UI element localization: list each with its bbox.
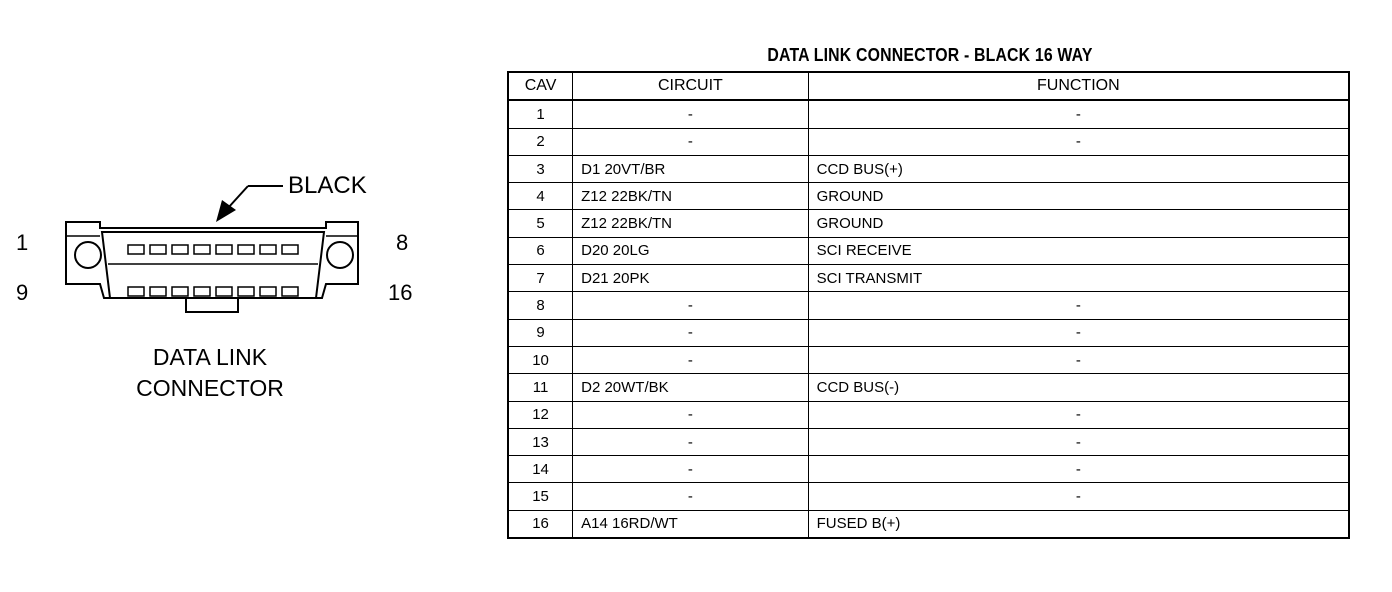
leader-line-diagonal (228, 186, 248, 208)
table-title: DATA LINK CONNECTOR - BLACK 16 WAY (767, 45, 1093, 65)
table-row (508, 292, 1349, 319)
cell-cav: 10 (508, 346, 573, 373)
cell-circuit: D1 20VT/BR (573, 155, 809, 182)
connector-color-label: BLACK (288, 172, 367, 199)
cell-function: - (808, 292, 1349, 319)
cell-cav: 16 (508, 510, 573, 538)
pin-cavity (216, 245, 232, 254)
table-row (508, 128, 1349, 155)
cell-cav: 13 (508, 428, 573, 455)
cell-circuit: Z12 22BK/TN (573, 210, 809, 237)
cell-function: - (808, 456, 1349, 483)
cell-cav: 14 (508, 456, 573, 483)
table-row (508, 483, 1349, 510)
table-row (508, 428, 1349, 455)
pin-cavity (194, 245, 210, 254)
cell-function: - (808, 346, 1349, 373)
cell-function: - (808, 428, 1349, 455)
cell-circuit: - (573, 346, 809, 373)
pin-cavity (194, 287, 210, 296)
pin-cavity (282, 287, 298, 296)
cell-circuit: - (573, 428, 809, 455)
cell-circuit: D20 20LG (573, 237, 809, 264)
pin-cavity (238, 287, 254, 296)
table-row (508, 319, 1349, 346)
table-row (508, 456, 1349, 483)
table-row (508, 374, 1349, 401)
cell-function: FUSED B(+) (808, 510, 1349, 538)
cell-cav: 7 (508, 265, 573, 292)
caption-line-1: DATA LINK (152, 344, 268, 370)
cell-cav: 2 (508, 128, 573, 155)
cell-circuit: - (573, 100, 809, 128)
cell-cav: 15 (508, 483, 573, 510)
connector-key-tab (186, 298, 238, 312)
pin-label-9: 9 (16, 280, 29, 305)
table-row (508, 155, 1349, 182)
cell-cav: 4 (508, 183, 573, 210)
header-circuit: CIRCUIT (573, 72, 809, 100)
pin-cavity (150, 245, 166, 254)
cell-circuit: - (573, 401, 809, 428)
table-row (508, 265, 1349, 292)
pin-cavity (172, 287, 188, 296)
cell-function: - (808, 100, 1349, 128)
pin-label-1: 1 (16, 230, 29, 255)
pin-cavity (128, 287, 144, 296)
cell-function: SCI TRANSMIT (808, 265, 1349, 292)
cell-circuit: - (573, 292, 809, 319)
cell-circuit: D2 20WT/BK (573, 374, 809, 401)
header-function: FUNCTION (808, 72, 1349, 100)
pin-cavity (128, 245, 144, 254)
cell-circuit: D21 20PK (573, 265, 809, 292)
pin-cavity (260, 245, 276, 254)
cell-function: CCD BUS(-) (808, 374, 1349, 401)
cell-circuit: A14 16RD/WT (573, 510, 809, 538)
header-cav: CAV (508, 72, 573, 100)
caption-line-2: CONNECTOR (136, 375, 284, 401)
table-row (508, 401, 1349, 428)
cell-cav: 12 (508, 401, 573, 428)
cell-cav: 6 (508, 237, 573, 264)
cell-function: GROUND (808, 210, 1349, 237)
table-row (508, 100, 1349, 128)
table-header-row (508, 72, 1349, 100)
cell-function: - (808, 401, 1349, 428)
pin-cavity (282, 245, 298, 254)
cell-cav: 11 (508, 374, 573, 401)
table-row (508, 346, 1349, 373)
cell-circuit: - (573, 483, 809, 510)
cell-function: SCI RECEIVE (808, 237, 1349, 264)
cell-cav: 8 (508, 292, 573, 319)
pin-cavity (150, 287, 166, 296)
cell-circuit: Z12 22BK/TN (573, 183, 809, 210)
cell-function: - (808, 128, 1349, 155)
cell-circuit: - (573, 456, 809, 483)
pin-label-8: 8 (396, 230, 409, 255)
cell-circuit: - (573, 128, 809, 155)
pin-cavity (172, 245, 188, 254)
cell-function: CCD BUS(+) (808, 155, 1349, 182)
table-row (508, 183, 1349, 210)
table-row (508, 210, 1349, 237)
connector-caption (100, 342, 320, 404)
table-row (508, 237, 1349, 264)
pinout-table (507, 71, 1350, 539)
cell-cav: 3 (508, 155, 573, 182)
cell-function: - (808, 483, 1349, 510)
table-body (508, 100, 1349, 538)
cell-function: GROUND (808, 183, 1349, 210)
connector-diagram (0, 160, 440, 410)
cell-cav: 1 (508, 100, 573, 128)
table-row (508, 510, 1349, 538)
left-mounting-hole (75, 242, 101, 268)
pin-cavity (260, 287, 276, 296)
cell-cav: 9 (508, 319, 573, 346)
pin-cavity (216, 287, 232, 296)
pin-cavity (238, 245, 254, 254)
cell-cav: 5 (508, 210, 573, 237)
cell-circuit: - (573, 319, 809, 346)
pin-label-16: 16 (388, 280, 413, 305)
cell-function: - (808, 319, 1349, 346)
right-mounting-hole (327, 242, 353, 268)
